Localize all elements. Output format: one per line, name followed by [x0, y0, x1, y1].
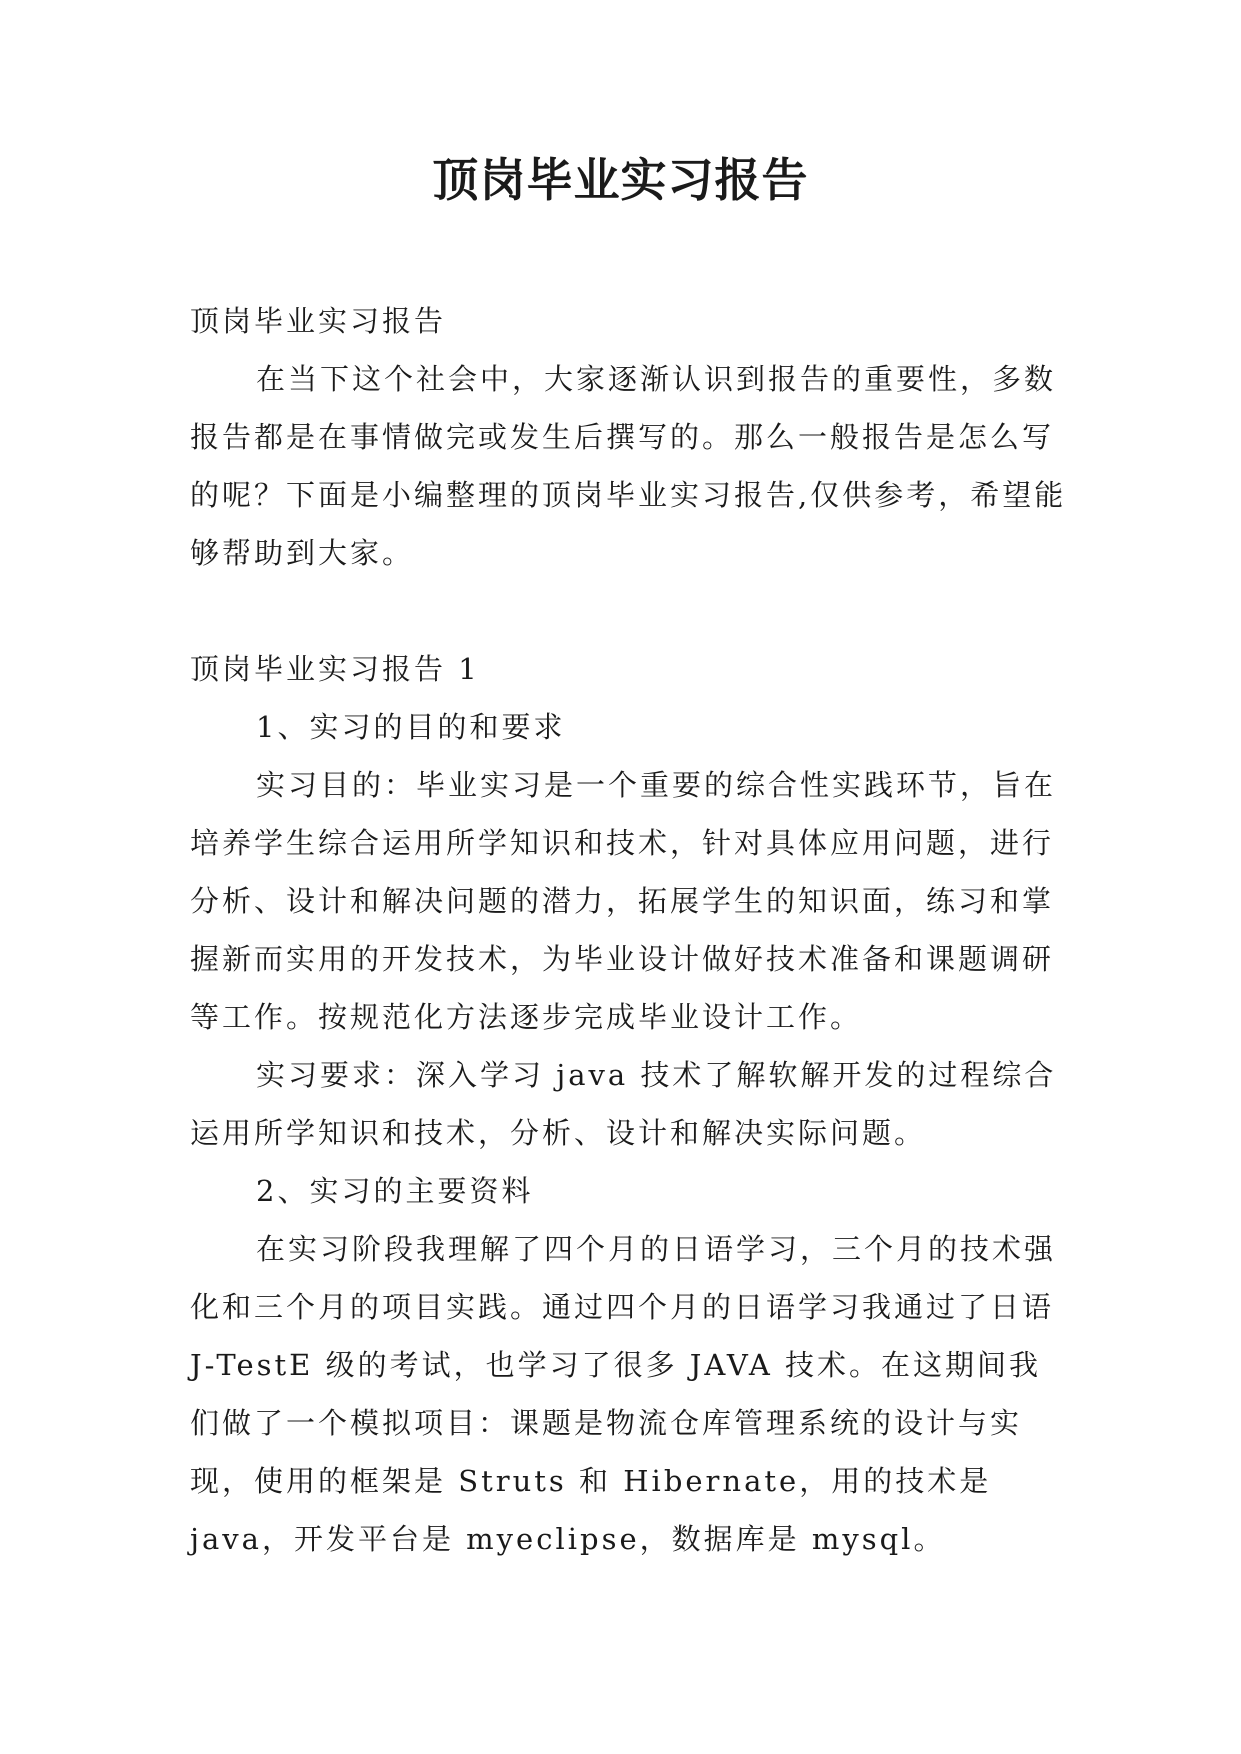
subsection-heading-1: 1、实习的目的和要求: [256, 710, 566, 744]
subtitle-paragraph: 顶岗毕业实习报告: [190, 304, 447, 338]
requirements-paragraph: 实习要求：深入学习 java 技术了解软解开发的过程综合运用所学知识和技术，分析、设计和解决实际问题。: [190, 1058, 1057, 1150]
document-title: 顶岗毕业实习报告: [432, 153, 809, 207]
intro-paragraph: 在当下这个社会中，大家逐渐认识到报告的重要性，多数报告都是在事情做完或发生后撰写的。那么一般报告是怎么写的呢？下面是小编整理的顶岗毕业实习报告,仅供参考，希望能够帮助到大家。: [190, 362, 1067, 570]
content-paragraph: 在实习阶段我理解了四个月的日语学习，三个月的技术强化和三个月的项目实践。通过四个月的日语学习我通过了日语 J-TestE 级的考试，也学习了很多 JAVA 技术。在这期间我们做了一个模拟项目：课题是物流仓库管理系统的设计与实现，使用的框架是 Struts 和 Hibernate，用的技术是 java，开发平台是 myeclipse，数据库是 mysql。: [190, 1232, 1057, 1556]
subsection-heading-2: 2、实习的主要资料: [256, 1174, 534, 1208]
section-heading: 顶岗毕业实习报告 1: [190, 652, 480, 686]
paragraph-spacer: [190, 582, 1070, 640]
document-body: [190, 292, 1070, 1568]
purpose-paragraph: 实习目的：毕业实习是一个重要的综合性实践环节，旨在培养学生综合运用所学知识和技术，针对具体应用问题，进行分析、设计和解决问题的潜力，拓展学生的知识面，练习和掌握新而实用的开发技术，为毕业设计做好技术准备和课题调研等工作。按规范化方法逐步完成毕业设计工作。: [190, 768, 1057, 1034]
